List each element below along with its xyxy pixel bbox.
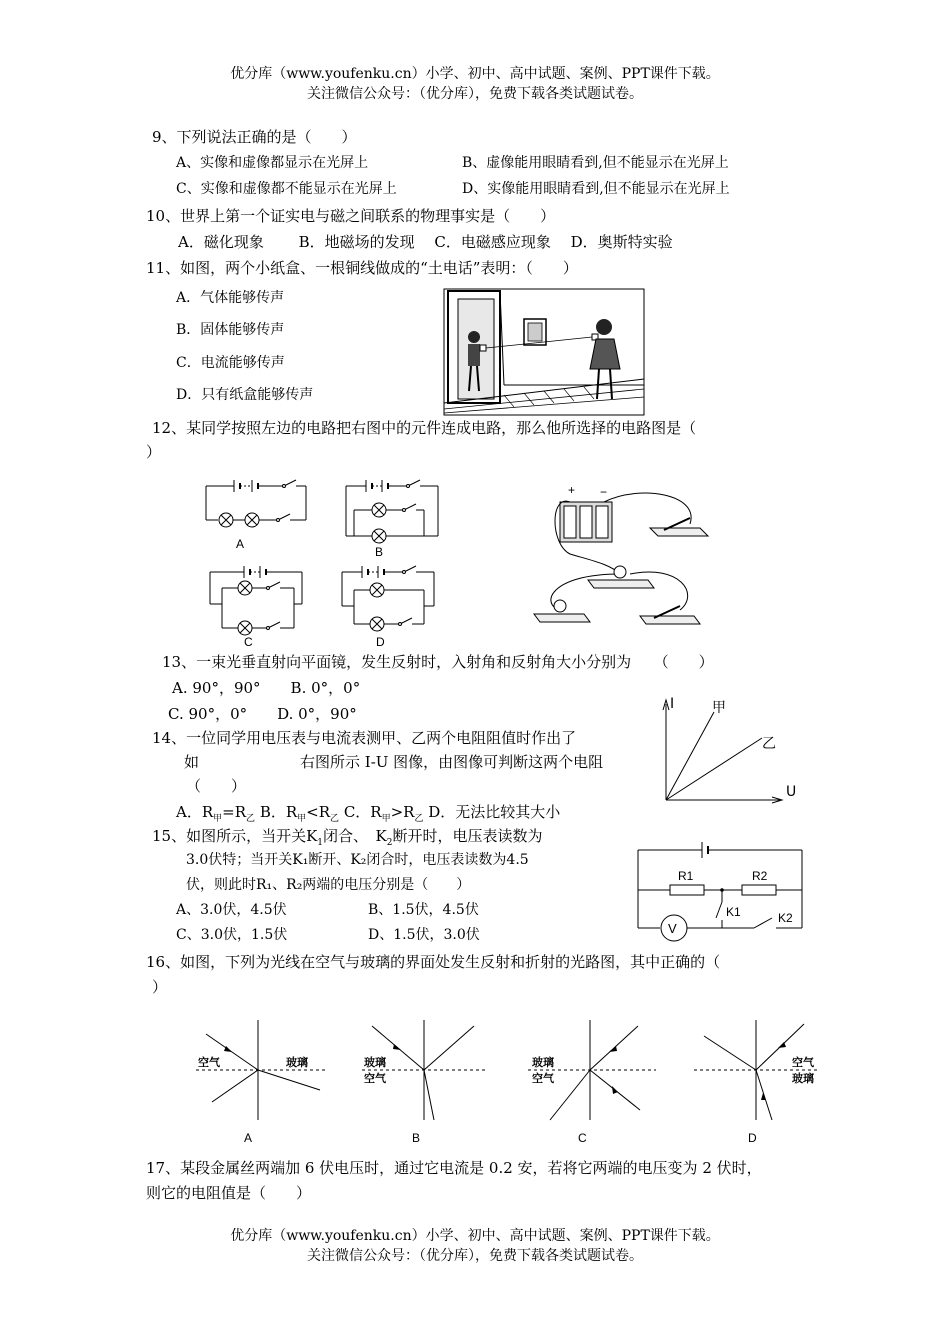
q15-option-b: B、1.5伏，4.5伏: [368, 902, 479, 918]
footer-line-2: 关注微信公众号：（优分库），免费下载各类试题试卷。: [307, 1248, 643, 1264]
q16-a-right-text: 玻璃: [286, 1056, 308, 1069]
q12-circuit-d: [340, 560, 436, 648]
q15-voltmeter-label: V: [668, 921, 677, 936]
q12-components-drawing: [530, 484, 720, 640]
q14-stem-line-2b: 右图所示 I-U 图像，由图像可判断这两个电阻: [300, 753, 604, 771]
header-line-1: 优分库（www.youfenku.cn）小学、初中、高中试题、案例、PPT课件下载。: [230, 66, 720, 82]
q14-sub-yi-2: 乙: [330, 814, 340, 824]
q12-stem-line-2: ）: [146, 443, 162, 461]
q14-axis-i: I: [670, 696, 675, 712]
q16-b-top-text: 玻璃: [364, 1056, 386, 1069]
q16-c-bottom-text: 空气: [532, 1072, 554, 1085]
q16-diagram-d: [694, 1016, 820, 1146]
q14-line-yi-label: 乙: [762, 736, 776, 752]
q15-line-2: 3.0伏特；当开关K₁断开、K₂闭合时，电压表读数为4.5: [186, 852, 529, 868]
q14-line-jia-label: 甲: [712, 700, 726, 716]
q11-illustration: [444, 289, 644, 415]
q12-label-b: B: [375, 545, 384, 559]
q11-option-a: A．气体能够传声: [176, 290, 285, 306]
q14-stem-line-1: 14、一位同学用电压表与电流表测甲、乙两个电阻阻值时作出了: [152, 729, 577, 747]
q15-line-1c: 断开时，电压表读数为: [392, 827, 543, 845]
q11-option-c: C．电流能够传声: [176, 355, 285, 371]
q12-circuit-c: [208, 562, 304, 649]
q12-label-c: C: [244, 635, 253, 649]
q12-label-d: D: [376, 635, 385, 649]
q15-option-c: C、3.0伏，1.5伏: [176, 927, 288, 943]
q15-line-3: 伏，则此时R₁、R₂两端的电压分别是（ ）: [186, 877, 471, 893]
q16-c-label: C: [578, 1131, 587, 1145]
q15-circuit: [634, 838, 806, 948]
q15-r1-label: R1: [678, 869, 694, 883]
q16-b-bottom-text: 空气: [364, 1072, 386, 1085]
q16-stem-line-2: ）: [152, 978, 168, 996]
battery-plus-sign: +: [568, 483, 576, 497]
q14-stem-line-2a: 如: [184, 753, 200, 771]
q9-stem: 9、下列说法正确的是（ ）: [152, 128, 357, 146]
q14-sub-yi-1: 乙: [246, 814, 256, 824]
q9-option-c: C、实像和虚像都不能显示在光屏上: [176, 181, 397, 197]
q17-line-2: 则它的电阻值是（ ）: [146, 1184, 312, 1202]
q13-stem: 13、一束光垂直射向平面镜，发生反射时，入射角和反射角大小分别为 （ ）: [162, 653, 714, 671]
q16-d-top-text: 空气: [792, 1056, 814, 1069]
q11-option-d: D．只有纸盒能够传声: [176, 387, 314, 403]
q16-d-bottom-text: 玻璃: [792, 1072, 814, 1085]
q10-options: A．磁化现象 B．地磁场的发现 C．电磁感应现象 D．奥斯特实验: [178, 233, 673, 251]
q9-option-b: B、虚像能用眼睛看到,但不能显示在光屏上: [462, 155, 729, 171]
q16-diagram-b: [362, 1016, 488, 1146]
q12-circuit-b: [344, 474, 440, 558]
battery-minus-sign: −: [600, 485, 608, 499]
q15-option-a: A、3.0伏，4.5伏: [176, 902, 287, 918]
q16-d-label: D: [748, 1131, 757, 1145]
q14-iu-graph: [656, 694, 804, 806]
q14-opt-b: B．R: [255, 803, 298, 821]
q16-a-label: A: [244, 1131, 253, 1145]
q14-options: [176, 803, 560, 825]
q10-stem: 10、世界上第一个证实电与磁之间联系的物理事实是（ ）: [146, 207, 556, 225]
q14-eq: =R: [222, 803, 247, 821]
q14-sub-jia-2: 甲: [297, 814, 307, 824]
q15-option-d: D、1.5伏，3.0伏: [368, 927, 480, 943]
q13-options-cd: C. 90°，0° D. 0°，90°: [168, 705, 357, 723]
q14-stem-line-3: （ ）: [186, 777, 247, 795]
q16-b-label: B: [412, 1131, 421, 1145]
q13-options-ab: A. 90°，90° B. 0°，0°: [172, 679, 361, 697]
q11-option-b: B．固体能够传声: [176, 322, 285, 338]
q14-lt: <R: [306, 803, 331, 821]
q12-label-a: A: [236, 537, 245, 551]
q16-a-left-text: 空气: [198, 1056, 220, 1069]
q9-option-d: D、实像能用眼睛看到,但不能显示在光屏上: [462, 181, 730, 197]
q14-sub-jia-1: 甲: [213, 814, 223, 824]
q16-c-top-text: 玻璃: [532, 1056, 554, 1069]
q12-stem-line-1: 12、某同学按照左边的电路把右图中的元件连成电路，那么他所选择的电路图是（: [152, 419, 697, 437]
q9-option-a: A、实像和虚像都显示在光屏上: [176, 155, 369, 171]
q14-gt: >R: [390, 803, 415, 821]
q14-opt-d: D．无法比较其大小: [423, 803, 561, 821]
q15-line-1a: 15、如图所示，当开关K: [152, 827, 318, 845]
q11-stem: 11、如图，两个小纸盒、一根铜线做成的“土电话”表明：（ ）: [146, 259, 578, 277]
q16-stem-line-1: 16、如图，下列为光线在空气与玻璃的界面处发生反射和折射的光路图，其中正确的（: [146, 953, 721, 971]
footer-line-1: 优分库（www.youfenku.cn）小学、初中、高中试题、案例、PPT课件下载。: [230, 1228, 720, 1244]
q14-sub-yi-3: 乙: [414, 814, 424, 824]
q15-sub-1: 1: [317, 838, 324, 848]
q15-k1-label: K1: [726, 905, 741, 919]
q14-opt-c: C．R: [339, 803, 382, 821]
q15-sub-2: 2: [386, 838, 393, 848]
q14-opt-a: A．R: [176, 803, 214, 821]
header-line-2: 关注微信公众号：（优分库），免费下载各类试题试卷。: [307, 86, 643, 102]
q14-axis-u: U: [786, 784, 797, 800]
q15-line-1: [152, 827, 543, 849]
q16-diagram-a: [196, 1016, 326, 1146]
q17-line-1: 17、某段金属丝两端加 6 伏电压时，通过它电流是 0.2 安，若将它两端的电压变为 2 伏时，: [146, 1159, 762, 1177]
q15-line-1b: 闭合、 K: [323, 827, 387, 845]
q12-circuit-a: [204, 474, 308, 554]
q16-diagram-c: [528, 1016, 656, 1146]
q14-sub-jia-3: 甲: [381, 814, 391, 824]
q15-r2-label: R2: [752, 869, 768, 883]
q15-k2-label: K2: [778, 911, 793, 925]
